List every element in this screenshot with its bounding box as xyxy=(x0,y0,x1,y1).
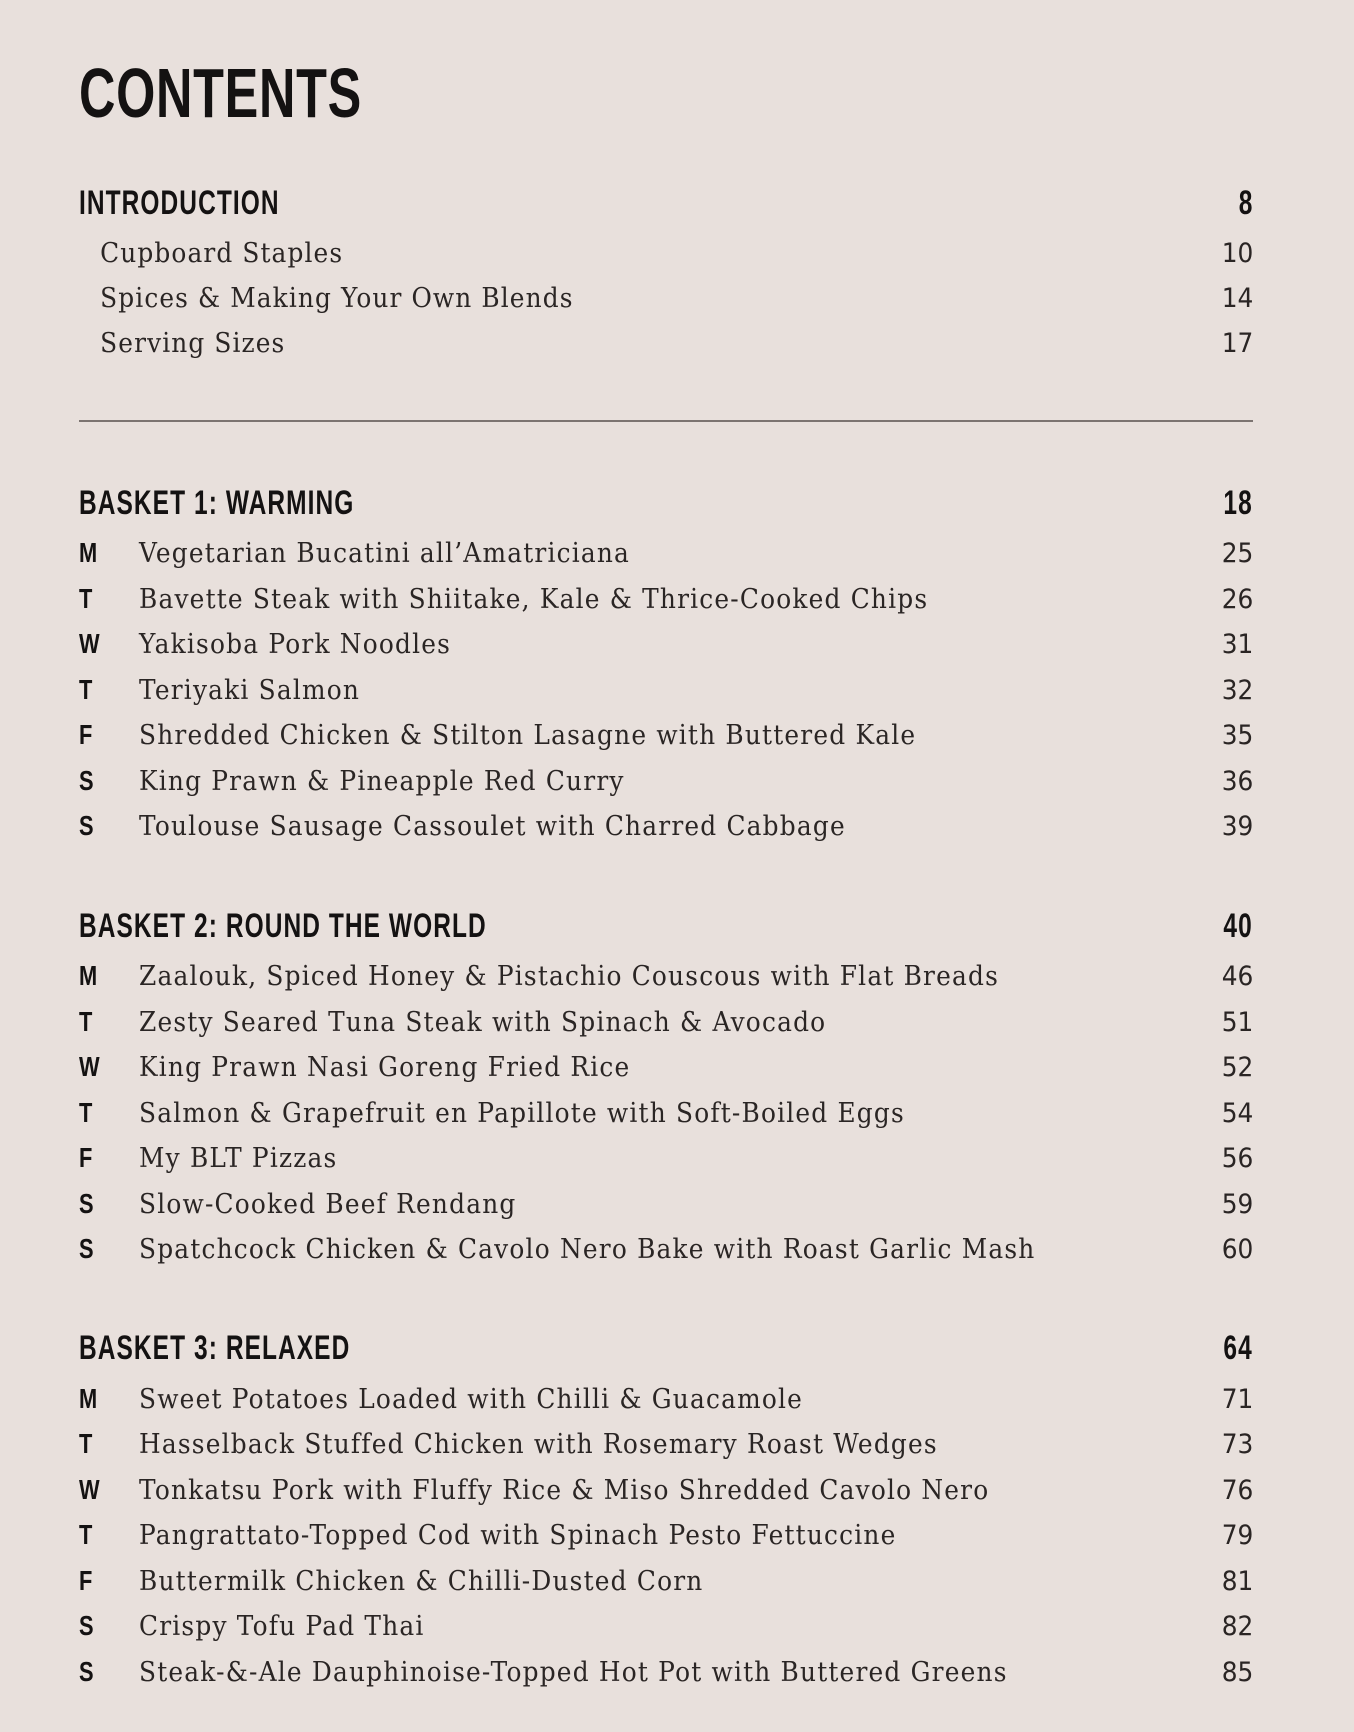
entry-page-number: 59 xyxy=(1221,1188,1253,1220)
toc-section-basket-2[interactable] xyxy=(79,906,1253,946)
entry-label: Serving Sizes xyxy=(100,327,286,359)
entry-label: Spatchcock Chicken & Cavolo Nero Bake with Roast Garlic Mash xyxy=(139,1233,1036,1265)
section-label: BASKET 3: RELAXED xyxy=(79,1328,351,1367)
toc-entry[interactable] xyxy=(79,1652,1253,1692)
toc-entry[interactable] xyxy=(79,323,1253,363)
toc-entry[interactable] xyxy=(79,1002,1253,1042)
toc-entry[interactable] xyxy=(79,1138,1253,1178)
entry-label: Bavette Steak with Shiitake, Kale & Thrice-Cooked Chips xyxy=(139,583,929,615)
day-letter: T xyxy=(79,1519,93,1550)
toc-entry[interactable] xyxy=(79,1093,1253,1133)
entry-page-number: 17 xyxy=(1221,327,1253,359)
day-letter: W xyxy=(79,628,100,659)
entry-label: Toulouse Sausage Cassoulet with Charred Cabbage xyxy=(139,810,846,842)
entry-page-number: 51 xyxy=(1221,1006,1253,1038)
toc-entry[interactable] xyxy=(79,956,1253,996)
toc-entry[interactable] xyxy=(79,624,1253,664)
entry-page-number: 85 xyxy=(1221,1656,1253,1688)
entry-label: Crispy Tofu Pad Thai xyxy=(139,1610,425,1642)
day-letter: T xyxy=(79,583,93,614)
toc-entry[interactable] xyxy=(79,1379,1253,1419)
toc-entry[interactable] xyxy=(79,1229,1253,1269)
entry-page-number: 10 xyxy=(1221,237,1253,269)
entry-label: Salmon & Grapefruit en Papillote with Soft-Boiled Eggs xyxy=(139,1097,905,1129)
day-letter: W xyxy=(79,1474,100,1505)
day-letter: M xyxy=(79,960,98,991)
day-letter: S xyxy=(79,1610,94,1641)
toc-section-introduction[interactable] xyxy=(79,183,1253,223)
entry-label: Zesty Seared Tuna Steak with Spinach & Avocado xyxy=(139,1006,827,1038)
entry-page-number: 82 xyxy=(1221,1610,1253,1642)
day-letter: S xyxy=(79,1233,94,1264)
section-page-number: 40 xyxy=(1223,906,1253,945)
day-letter: M xyxy=(79,1383,98,1414)
day-letter: S xyxy=(79,1656,94,1687)
entry-label: King Prawn & Pineapple Red Curry xyxy=(139,765,625,797)
toc-entry[interactable] xyxy=(79,761,1253,801)
day-letter: W xyxy=(79,1051,100,1082)
entry-page-number: 36 xyxy=(1221,765,1253,797)
entry-page-number: 79 xyxy=(1221,1519,1253,1551)
day-letter: T xyxy=(79,1006,93,1037)
day-letter: F xyxy=(79,719,93,750)
day-letter: T xyxy=(79,1097,93,1128)
entry-label: King Prawn Nasi Goreng Fried Rice xyxy=(139,1051,631,1083)
day-letter: M xyxy=(79,537,98,568)
toc-entry[interactable] xyxy=(79,1424,1253,1464)
entry-label: My BLT Pizzas xyxy=(139,1142,338,1174)
toc-section-basket-1[interactable] xyxy=(79,483,1253,523)
toc-section-basket-3[interactable] xyxy=(79,1328,1253,1368)
day-letter: S xyxy=(79,765,94,796)
page-title: CONTENTS xyxy=(79,54,362,132)
entry-label: Teriyaki Salmon xyxy=(139,674,361,706)
entry-page-number: 25 xyxy=(1221,537,1253,569)
entry-page-number: 32 xyxy=(1221,674,1253,706)
day-letter: S xyxy=(79,810,94,841)
section-label: BASKET 1: WARMING xyxy=(79,483,355,522)
entry-label: Sweet Potatoes Loaded with Chilli & Guacamole xyxy=(139,1383,804,1415)
toc-entry[interactable] xyxy=(79,806,1253,846)
entry-page-number: 73 xyxy=(1221,1428,1253,1460)
entry-label: Cupboard Staples xyxy=(100,237,344,269)
day-letter: F xyxy=(79,1142,93,1173)
entry-page-number: 35 xyxy=(1221,719,1253,751)
toc-entry[interactable] xyxy=(79,1184,1253,1224)
entry-page-number: 39 xyxy=(1221,810,1253,842)
day-letter: T xyxy=(79,674,93,705)
entry-page-number: 71 xyxy=(1221,1383,1253,1415)
toc-entry[interactable] xyxy=(79,1515,1253,1555)
toc-entry[interactable] xyxy=(79,278,1253,318)
toc-entry[interactable] xyxy=(79,1561,1253,1601)
day-letter: T xyxy=(79,1428,93,1459)
entry-page-number: 76 xyxy=(1221,1474,1253,1506)
toc-entry[interactable] xyxy=(79,715,1253,755)
entry-page-number: 60 xyxy=(1221,1233,1253,1265)
toc-entry[interactable] xyxy=(79,1606,1253,1646)
entry-label: Yakisoba Pork Noodles xyxy=(139,628,452,660)
toc-entry[interactable] xyxy=(79,579,1253,619)
section-page-number: 8 xyxy=(1238,183,1253,222)
toc-entry[interactable] xyxy=(79,233,1253,273)
entry-label: Slow-Cooked Beef Rendang xyxy=(139,1188,517,1220)
toc-entry[interactable] xyxy=(79,1047,1253,1087)
toc-entry[interactable] xyxy=(79,670,1253,710)
entry-label: Pangrattato-Topped Cod with Spinach Pesto Fettuccine xyxy=(139,1519,897,1551)
entry-label: Spices & Making Your Own Blends xyxy=(100,282,574,314)
entry-page-number: 46 xyxy=(1221,960,1253,992)
entry-page-number: 56 xyxy=(1221,1142,1253,1174)
entry-page-number: 26 xyxy=(1221,583,1253,615)
section-label: BASKET 2: ROUND THE WORLD xyxy=(79,906,487,945)
section-label: INTRODUCTION xyxy=(79,183,280,222)
section-page-number: 18 xyxy=(1223,483,1253,522)
entry-label: Hasselback Stuffed Chicken with Rosemary Roast Wedges xyxy=(139,1428,938,1460)
toc-entry[interactable] xyxy=(79,1470,1253,1510)
day-letter: S xyxy=(79,1188,94,1219)
entry-label: Vegetarian Bucatini all’Amatriciana xyxy=(139,537,631,569)
entry-label: Steak-&-Ale Dauphinoise-Topped Hot Pot with Buttered Greens xyxy=(139,1656,1008,1688)
entry-page-number: 52 xyxy=(1221,1051,1253,1083)
entry-label: Tonkatsu Pork with Fluffy Rice & Miso Shredded Cavolo Nero xyxy=(139,1474,990,1506)
day-letter: F xyxy=(79,1565,93,1596)
entry-label: Buttermilk Chicken & Chilli-Dusted Corn xyxy=(139,1565,704,1597)
toc-entry[interactable] xyxy=(79,533,1253,573)
entry-page-number: 81 xyxy=(1221,1565,1253,1597)
entry-page-number: 54 xyxy=(1221,1097,1253,1129)
entry-page-number: 31 xyxy=(1221,628,1253,660)
section-page-number: 64 xyxy=(1223,1328,1253,1367)
entry-label: Shredded Chicken & Stilton Lasagne with Buttered Kale xyxy=(139,719,917,751)
section-divider xyxy=(79,420,1253,422)
entry-label: Zaalouk, Spiced Honey & Pistachio Couscous with Flat Breads xyxy=(139,960,1000,992)
entry-page-number: 14 xyxy=(1221,282,1253,314)
